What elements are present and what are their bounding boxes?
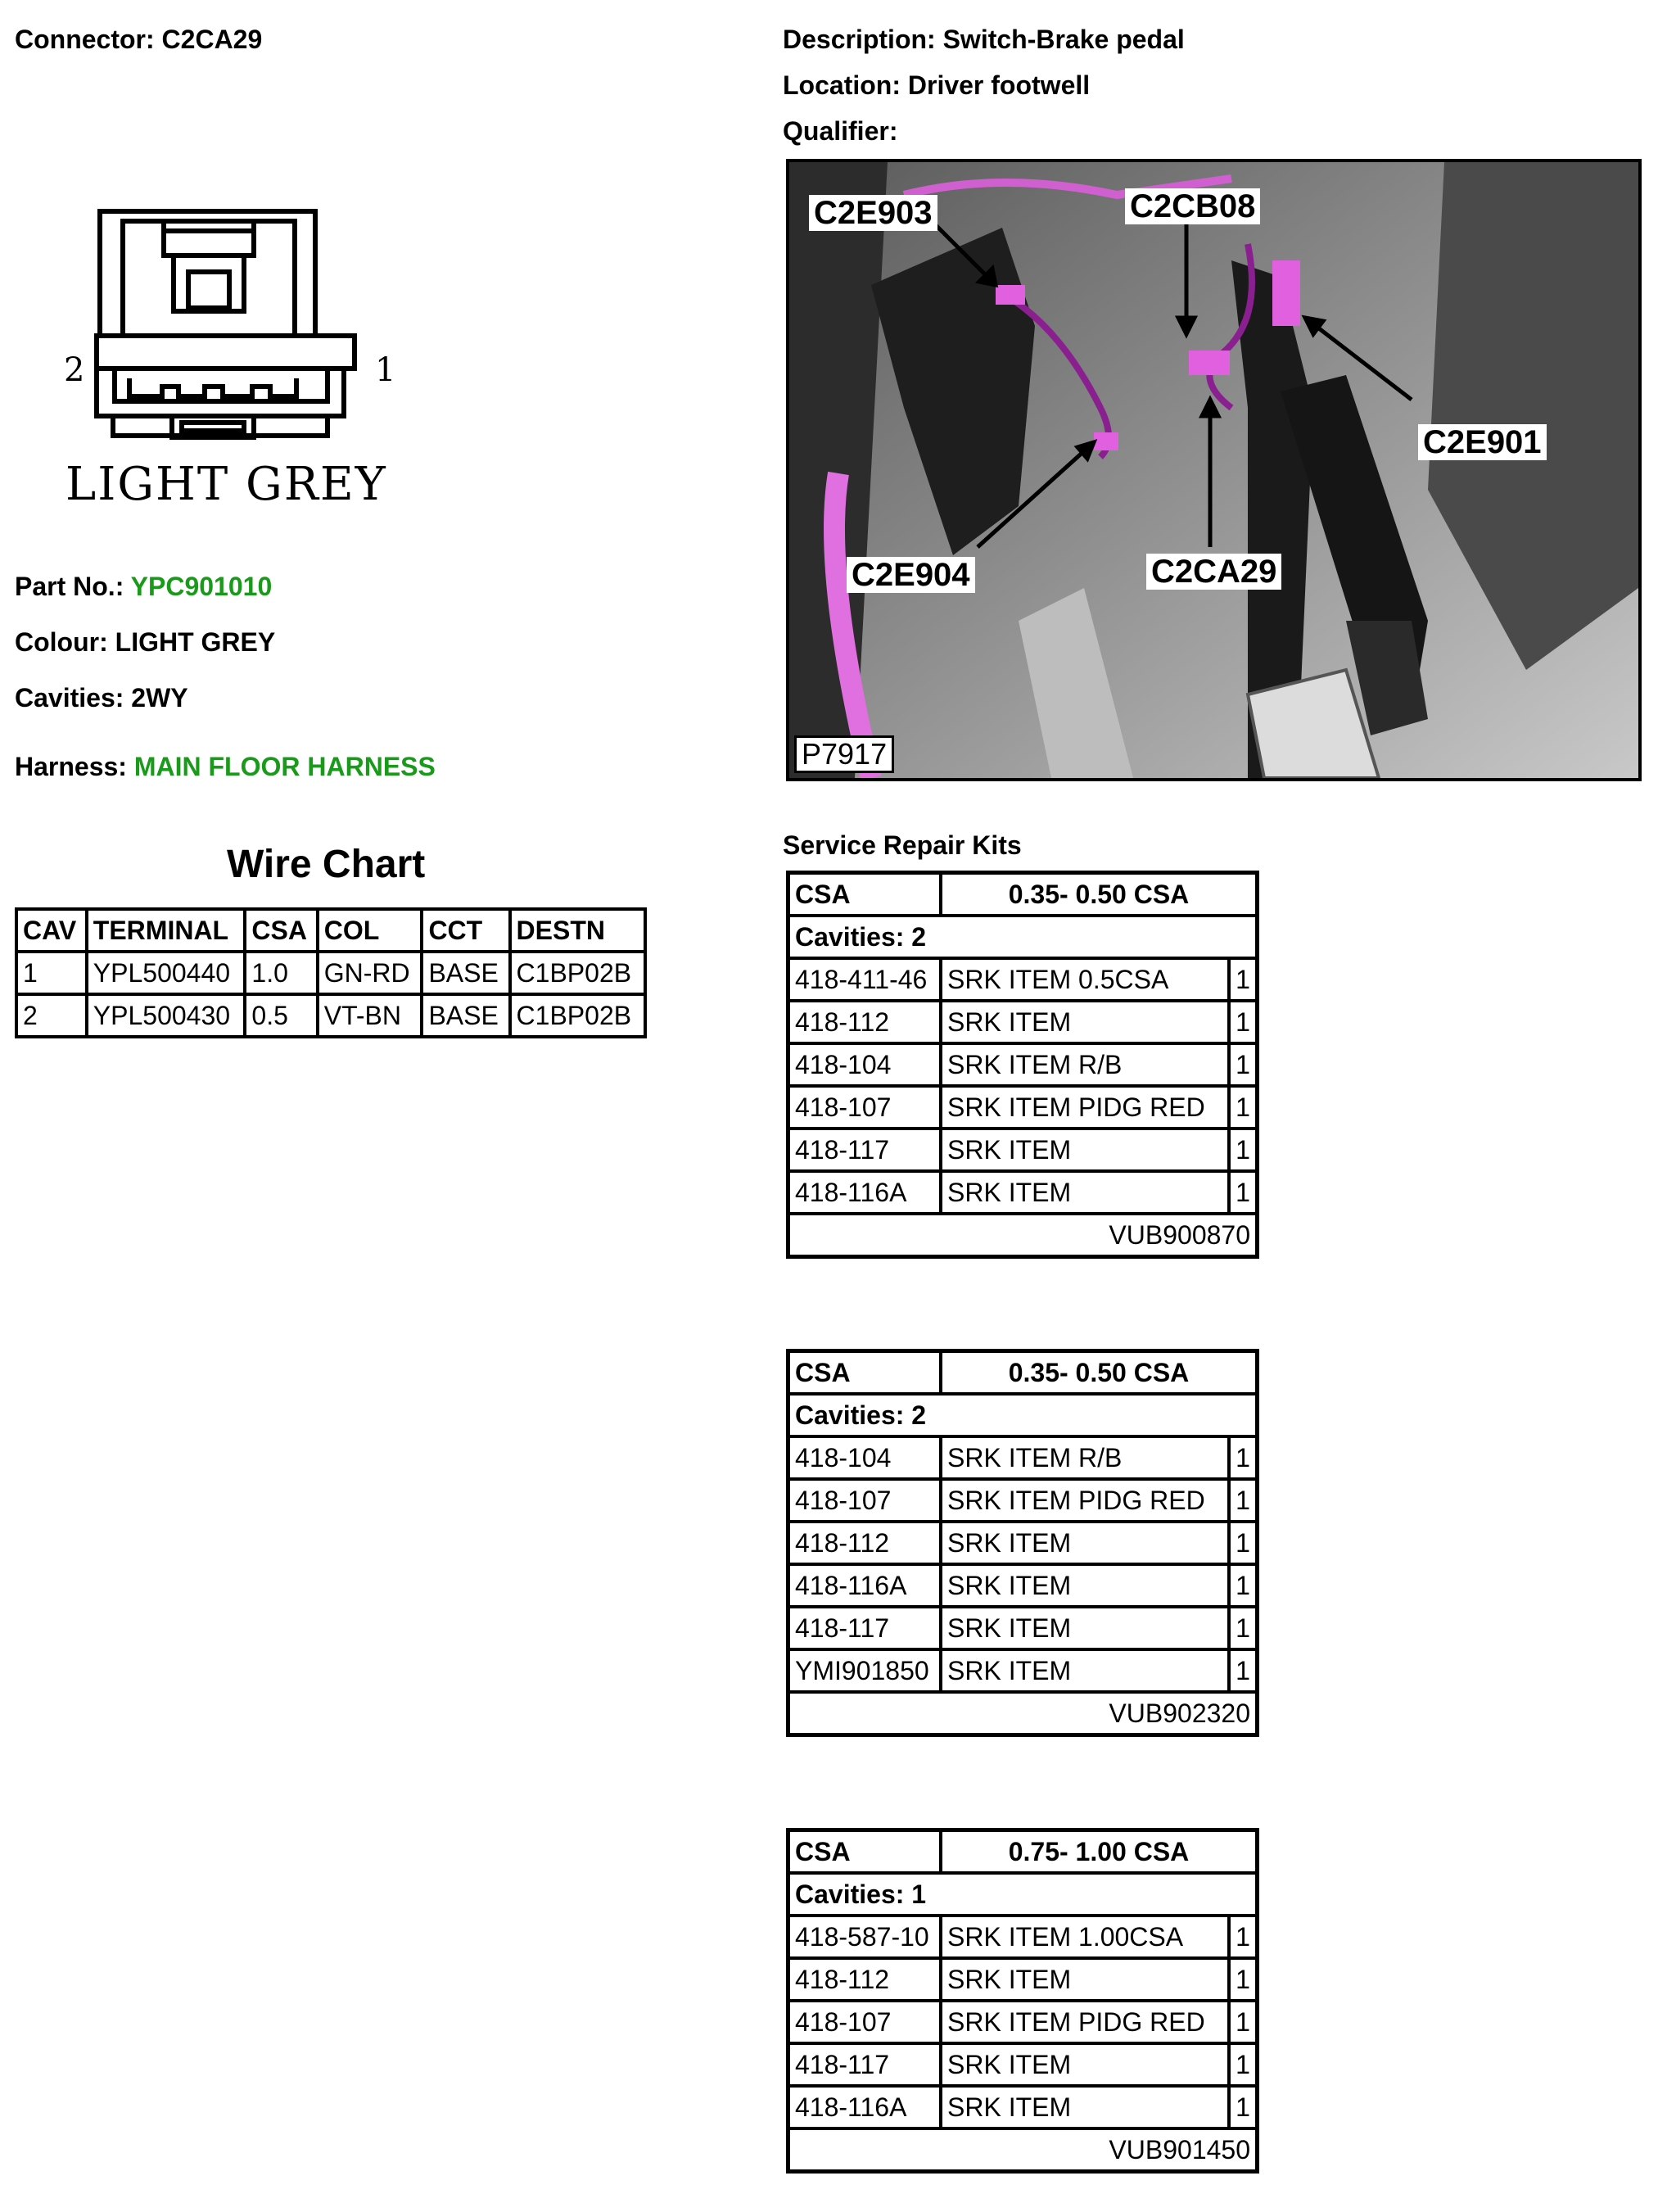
description-value: Switch-Brake pedal (942, 25, 1185, 54)
description-label: Description: (783, 25, 936, 54)
part-no-link[interactable]: YPC901010 (130, 572, 273, 601)
kit-item-quantity: 1 (1229, 2043, 1258, 2086)
kit-item-quantity: 1 (1229, 2086, 1258, 2128)
connector-heading (15, 25, 262, 55)
kit-number: VUB902320 (788, 1692, 1258, 1735)
wire-chart-table (15, 907, 647, 1038)
description-line (783, 25, 1185, 55)
kit-item-description: SRK ITEM (941, 1607, 1229, 1649)
colour-line (15, 627, 275, 658)
kit-part-number: 418-587-10 (788, 1916, 942, 1958)
kit-part-number: 418-116A (788, 1564, 942, 1607)
table-row (16, 952, 645, 994)
table-row (788, 2043, 1258, 2086)
kit-csa-range: 0.35- 0.50 CSA (941, 873, 1258, 916)
column-header: CCT (422, 909, 509, 952)
qualifier-label: Qualifier: (783, 116, 898, 146)
kit-item-quantity: 1 (1229, 958, 1258, 1001)
harness-link[interactable]: MAIN FLOOR HARNESS (133, 752, 436, 781)
kit-item-quantity: 1 (1229, 1171, 1258, 1214)
column-header: COL (318, 909, 422, 952)
table-cell: VT-BN (318, 994, 422, 1037)
kit-csa-label: CSA (788, 1351, 942, 1395)
kit-part-number: 418-117 (788, 2043, 942, 2086)
kit-item-quantity: 1 (1229, 1564, 1258, 1607)
table-cell: 0.5 (245, 994, 317, 1037)
kit-item-quantity: 1 (1229, 1043, 1258, 1086)
kit-item-description: SRK ITEM (941, 1171, 1229, 1214)
location-value: Driver footwell (907, 70, 1091, 100)
kit-part-number: 418-104 (788, 1436, 942, 1479)
kit-header-row (788, 873, 1258, 916)
table-row (788, 1043, 1258, 1086)
table-row (788, 1171, 1258, 1214)
column-header: CAV (16, 909, 87, 952)
kit-item-quantity: 1 (1229, 1436, 1258, 1479)
kit-csa-range: 0.75- 1.00 CSA (941, 1830, 1258, 1874)
kit-csa-range: 0.35- 0.50 CSA (941, 1351, 1258, 1395)
repair-kit-table (786, 1349, 1259, 1737)
kit-item-description: SRK ITEM (941, 2086, 1229, 2128)
location-photo (786, 159, 1642, 781)
kit-part-number: 418-107 (788, 1479, 942, 1522)
kit-item-quantity: 1 (1229, 1916, 1258, 1958)
table-row (788, 958, 1258, 1001)
kit-number: VUB900870 (788, 1214, 1258, 1257)
photo-reference: P7917 (794, 735, 894, 773)
kit-part-number: 418-117 (788, 1129, 942, 1171)
column-header: TERMINAL (87, 909, 246, 952)
kit-part-number: 418-112 (788, 1522, 942, 1564)
table-row (788, 1522, 1258, 1564)
table-row (16, 994, 645, 1037)
wire-chart-title: Wire Chart (227, 843, 426, 886)
kit-header-row (788, 1830, 1258, 1874)
kit-item-quantity: 1 (1229, 1479, 1258, 1522)
table-row (788, 1436, 1258, 1479)
cavities-line (15, 683, 188, 713)
location-label: Location: (783, 70, 901, 100)
kit-item-description: SRK ITEM (941, 1564, 1229, 1607)
part-no-label: Part No.: (15, 572, 124, 601)
table-row (788, 1564, 1258, 1607)
kit-part-number: 418-117 (788, 1607, 942, 1649)
table-cell: 1 (16, 952, 87, 994)
kit-item-description: SRK ITEM PIDG RED (941, 1086, 1229, 1129)
kit-csa-label: CSA (788, 873, 942, 916)
repair-kit-table (786, 871, 1259, 1259)
cavities-value: 2WY (131, 683, 188, 712)
photo-callout: C2E901 (1418, 424, 1547, 460)
connector-face-diagram (41, 197, 401, 516)
table-row (788, 2086, 1258, 2128)
kit-part-number: 418-116A (788, 2086, 942, 2128)
kit-item-description: SRK ITEM (941, 1958, 1229, 2001)
table-cell: YPL500440 (87, 952, 246, 994)
service-repair-kits-title: Service Repair Kits (783, 830, 1022, 860)
kit-number: VUB901450 (788, 2128, 1258, 2172)
kit-cavities: Cavities: 1 (788, 1873, 1258, 1916)
kit-item-quantity: 1 (1229, 1649, 1258, 1692)
kit-part-number: 418-107 (788, 2001, 942, 2043)
part-no-line (15, 572, 272, 602)
table-row (788, 1958, 1258, 2001)
kit-item-quantity: 1 (1229, 1086, 1258, 1129)
kit-header-row (788, 1351, 1258, 1395)
kit-item-quantity: 1 (1229, 2001, 1258, 2043)
kit-item-description: SRK ITEM PIDG RED (941, 1479, 1229, 1522)
kit-part-number: YMI901850 (788, 1649, 942, 1692)
table-cell: C1BP02B (510, 952, 645, 994)
kit-item-quantity: 1 (1229, 1522, 1258, 1564)
connector-label: Connector: (15, 25, 155, 54)
table-cell: BASE (422, 952, 509, 994)
table-row (788, 1607, 1258, 1649)
connector-id: C2CA29 (161, 25, 263, 54)
table-row (788, 1086, 1258, 1129)
kit-item-description: SRK ITEM (941, 1129, 1229, 1171)
table-cell: 2 (16, 994, 87, 1037)
kit-item-quantity: 1 (1229, 1607, 1258, 1649)
kit-item-description: SRK ITEM (941, 1649, 1229, 1692)
kit-part-number: 418-112 (788, 1958, 942, 2001)
column-header: CSA (245, 909, 317, 952)
table-cell: 1.0 (245, 952, 317, 994)
kit-item-quantity: 1 (1229, 1001, 1258, 1043)
photo-callout: C2CA29 (1146, 554, 1281, 590)
kit-part-number: 418-411-46 (788, 958, 942, 1001)
qualifier-line (783, 116, 897, 147)
photo-callout: C2CB08 (1125, 188, 1260, 224)
table-row (788, 1001, 1258, 1043)
colour-value: LIGHT GREY (115, 627, 276, 657)
photo-illustration (789, 162, 1638, 778)
kit-item-description: SRK ITEM 0.5CSA (941, 958, 1229, 1001)
colour-label: Colour: (15, 627, 108, 657)
table-row (788, 1916, 1258, 1958)
kit-item-description: SRK ITEM (941, 1522, 1229, 1564)
kit-item-description: SRK ITEM R/B (941, 1043, 1229, 1086)
harness-line (15, 752, 436, 782)
table-row (788, 1649, 1258, 1692)
table-cell: BASE (422, 994, 509, 1037)
location-line (783, 70, 1090, 101)
table-row (788, 1129, 1258, 1171)
kit-cavities: Cavities: 2 (788, 1394, 1258, 1436)
connector-colour-text: LIGHT GREY (66, 458, 387, 511)
table-cell: GN-RD (318, 952, 422, 994)
kit-cavities-row (788, 1873, 1258, 1916)
kit-part-number: 418-104 (788, 1043, 942, 1086)
kit-part-number: 418-107 (788, 1086, 942, 1129)
kit-item-description: SRK ITEM 1.00CSA (941, 1916, 1229, 1958)
kit-number-row (788, 2128, 1258, 2172)
kit-cavities-row (788, 916, 1258, 958)
kit-item-quantity: 1 (1229, 1129, 1258, 1171)
kit-cavities-row (788, 1394, 1258, 1436)
cavities-label: Cavities: (15, 683, 124, 712)
harness-label: Harness: (15, 752, 127, 781)
kit-item-description: SRK ITEM (941, 1001, 1229, 1043)
pin-1-label: 1 (375, 351, 396, 389)
kit-part-number: 418-116A (788, 1171, 942, 1214)
table-row (788, 2001, 1258, 2043)
kit-number-row (788, 1692, 1258, 1735)
wire-chart-header-row (16, 909, 645, 952)
kit-cavities: Cavities: 2 (788, 916, 1258, 958)
table-row (788, 1479, 1258, 1522)
kit-item-quantity: 1 (1229, 1958, 1258, 2001)
pin-2-label: 2 (64, 351, 85, 389)
kit-csa-label: CSA (788, 1830, 942, 1874)
kit-number-row (788, 1214, 1258, 1257)
repair-kit-table (786, 1828, 1259, 2174)
kit-item-description: SRK ITEM (941, 2043, 1229, 2086)
photo-callout: C2E903 (809, 195, 937, 231)
kit-part-number: 418-112 (788, 1001, 942, 1043)
kit-item-description: SRK ITEM R/B (941, 1436, 1229, 1479)
column-header: DESTN (510, 909, 645, 952)
photo-callout: C2E904 (847, 557, 975, 593)
table-cell: YPL500430 (87, 994, 246, 1037)
table-cell: C1BP02B (510, 994, 645, 1037)
kit-item-description: SRK ITEM PIDG RED (941, 2001, 1229, 2043)
